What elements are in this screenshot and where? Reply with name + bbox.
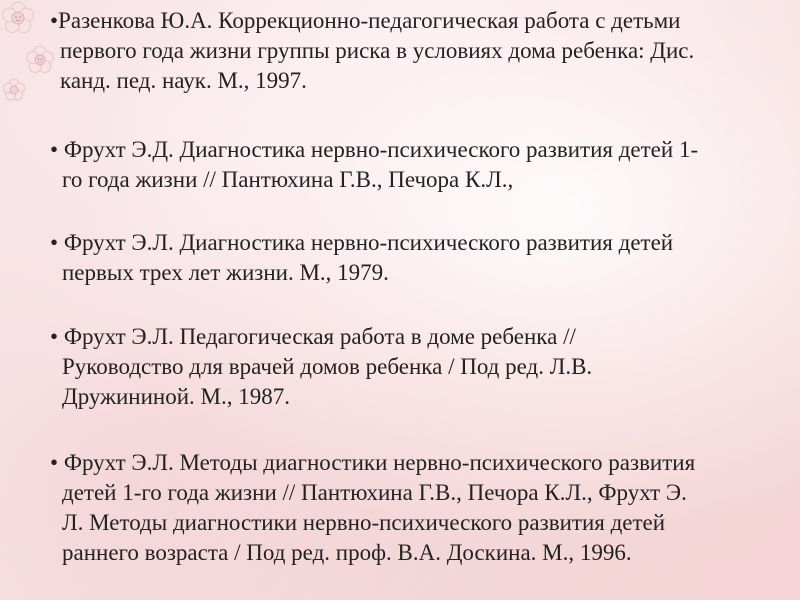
- reference-line: первого года жизни группы риска в условиях дома ребенка: Дис.: [60, 38, 695, 63]
- reference-line: детей 1-го года жизни // Пантюхина Г.В., Печора К.Л., Фрухт Э.: [62, 480, 687, 505]
- bullet-icon: •: [50, 8, 59, 33]
- reference-item: [50, 6, 800, 96]
- reference-line: • Фрухт Э.Л. Педагогическая работа в доме ребенка //: [50, 322, 800, 352]
- bullet-icon: •: [50, 137, 59, 162]
- reference-item: [50, 322, 800, 412]
- bullet-icon: •: [50, 324, 59, 349]
- bullet-icon: •: [50, 450, 59, 475]
- reference-item: [50, 448, 800, 568]
- reference-line: Л. Методы диагностики нервно-психического развития детей: [62, 510, 666, 535]
- reference-line: первых трех лет жизни. М., 1979.: [62, 260, 389, 285]
- reference-line: канд. пед. наук. М., 1997.: [60, 68, 307, 93]
- reference-item: [50, 228, 800, 288]
- reference-line: • Фрухт Э.Л. Диагностика нервно-психического развития детей: [50, 228, 800, 258]
- bullet-icon: •: [50, 230, 59, 255]
- reference-line: Дружининой. М., 1987.: [62, 384, 290, 409]
- reference-item: [50, 135, 800, 195]
- reference-line: • Фрухт Э.Л. Методы диагностики нервно-психического развития: [50, 448, 800, 478]
- reference-line: • Фрухт Э.Д. Диагностика нервно-психического развития детей 1-: [50, 135, 800, 165]
- reference-line: раннего возраста / Под ред. проф. В.А. Доскина. М., 1996.: [62, 540, 632, 565]
- reference-line: го года жизни // Пантюхина Г.В., Печора К.Л.,: [62, 167, 514, 192]
- reference-line: Руководство для врачей домов ребенка / Под ред. Л.В.: [62, 354, 593, 379]
- reference-line: •Разенкова Ю.А. Коррекционно-педагогическая работа с детьми: [50, 6, 800, 36]
